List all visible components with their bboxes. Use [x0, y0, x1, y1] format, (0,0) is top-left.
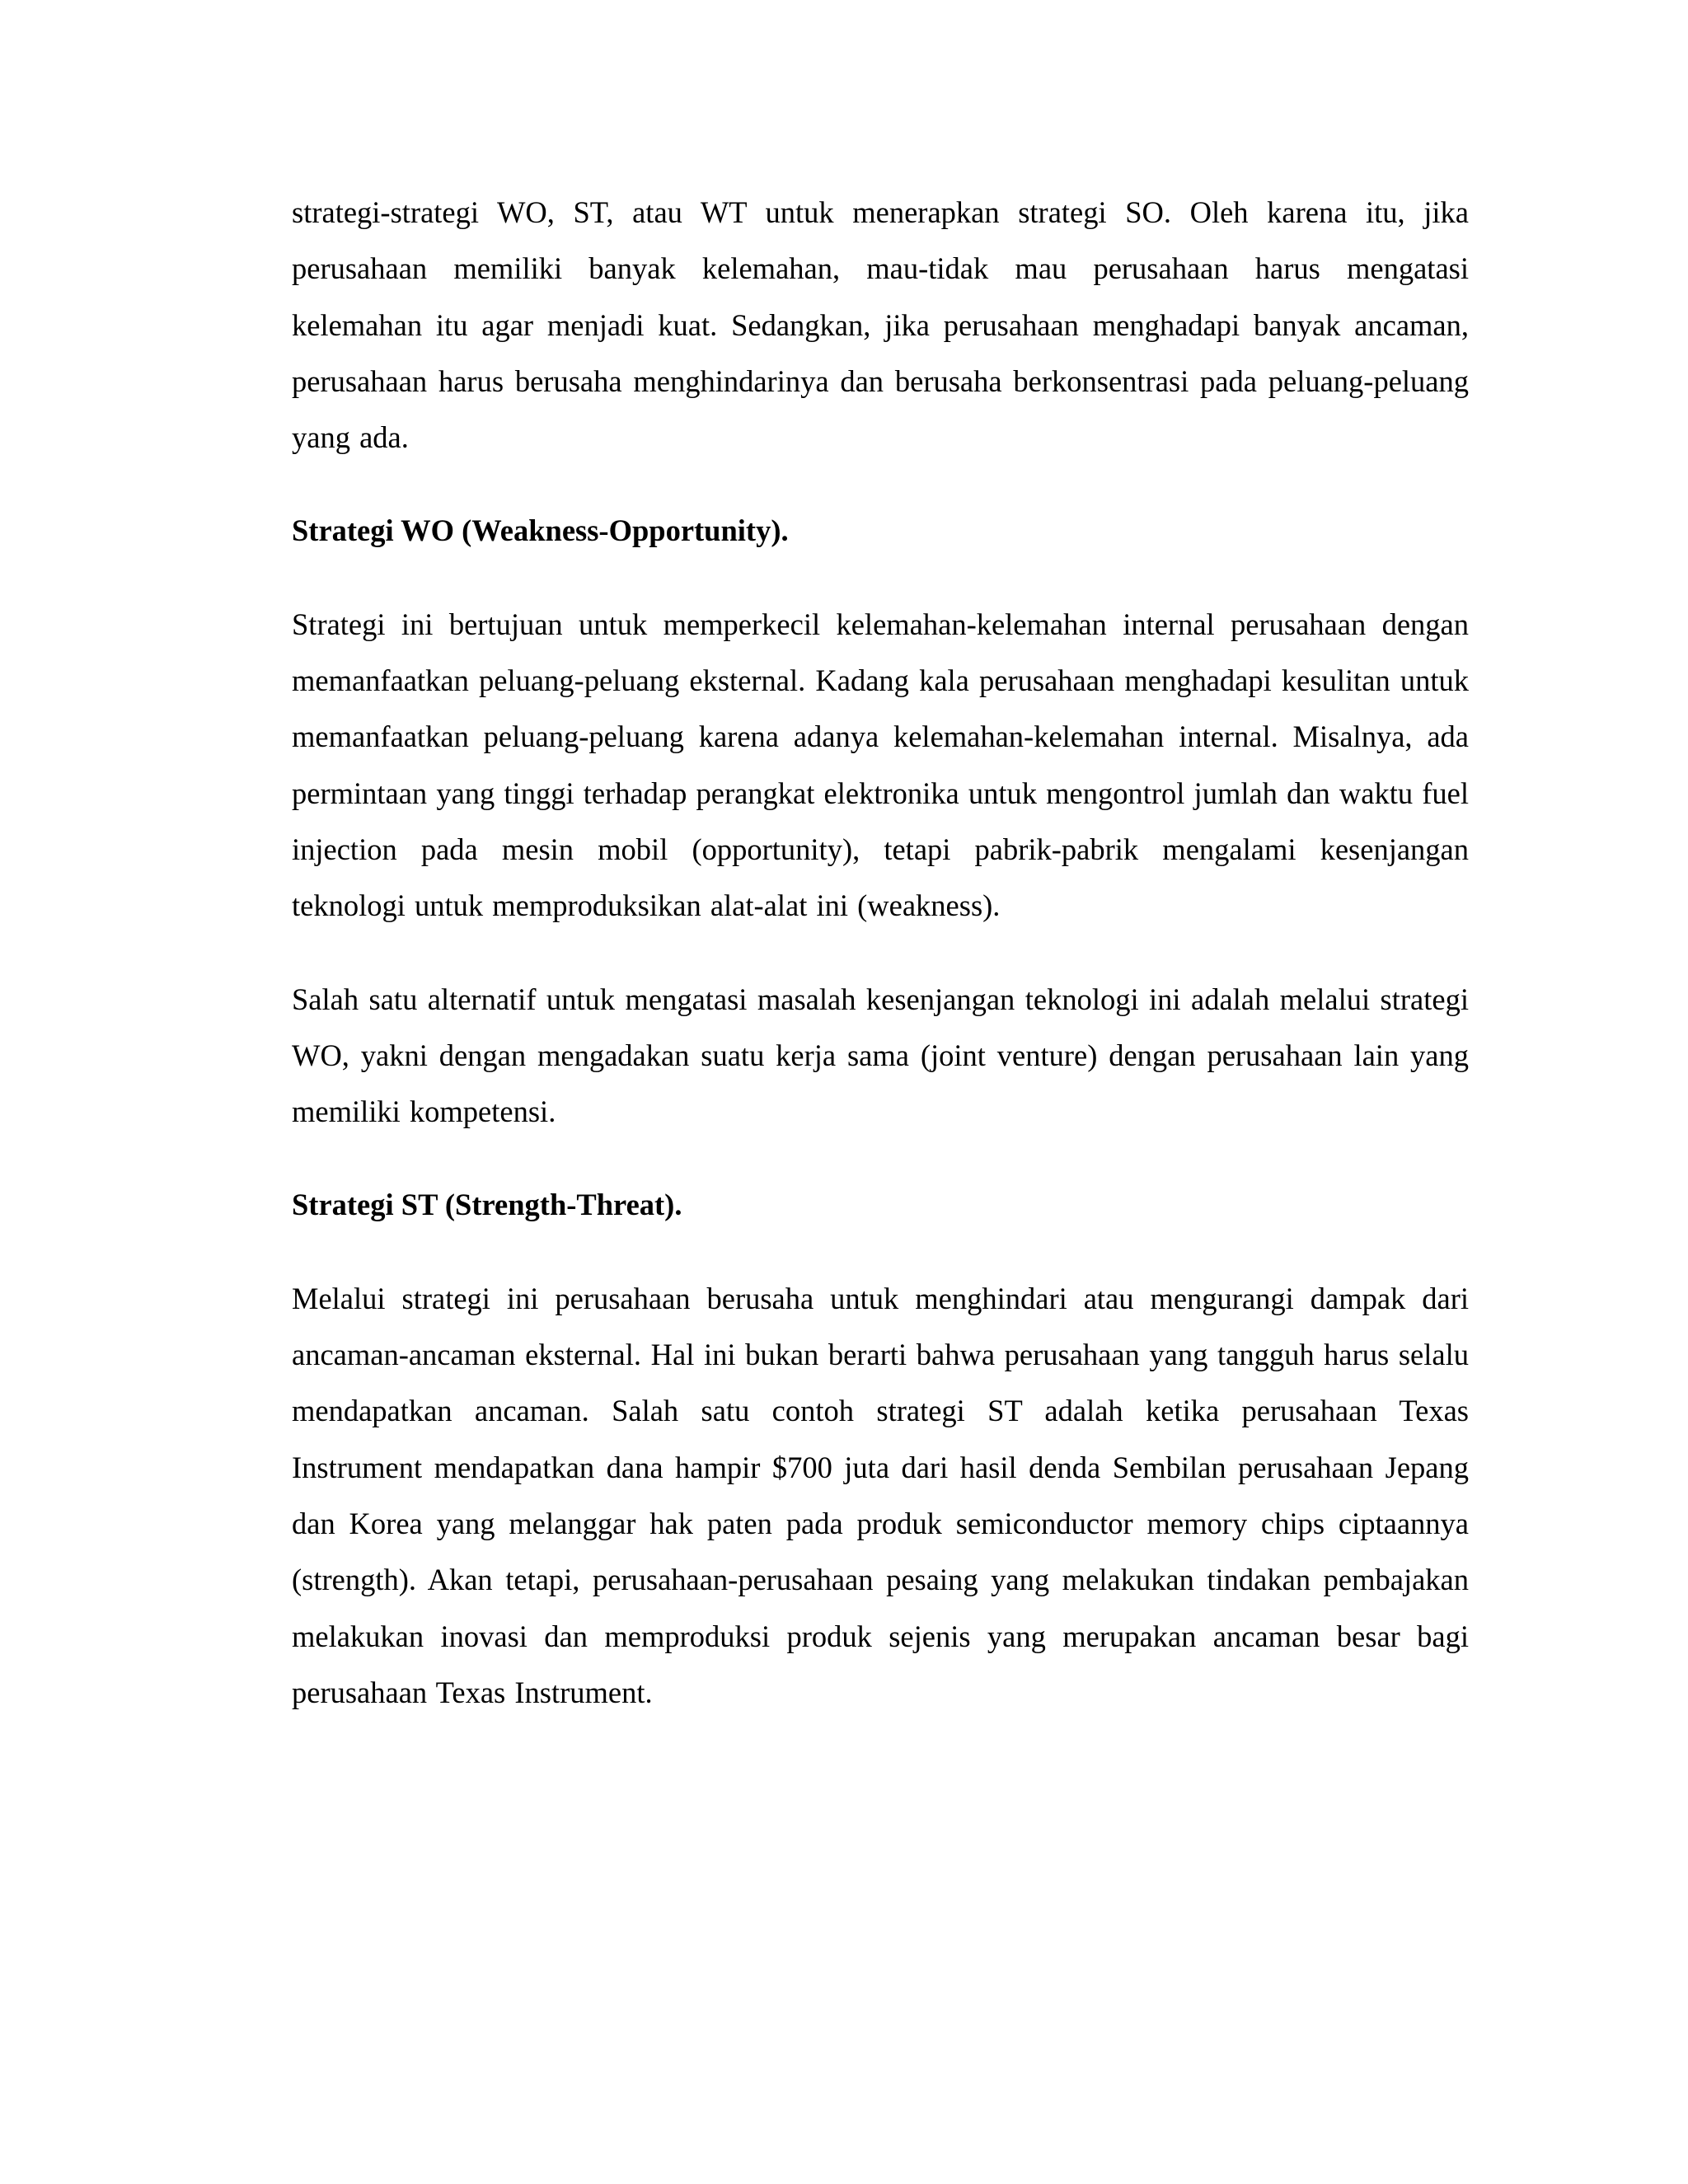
paragraph-st-description: Melalui strategi ini perusahaan berusaha untuk menghindari atau mengurangi dampak dari ancaman-ancaman eksternal. Hal ini bukan berarti bahwa perusahaan yang tangguh harus selalu mendapatkan ancaman. Salah satu contoh strategi ST adalah ketika perusahaan Texas Instrument mendapatkan dana hampir $700 juta dari hasil denda Sembilan perusahaan Jepang dan Korea yang melanggar hak paten pada produk semiconductor memory chips ciptaannya (strength). Akan tetapi, perusahaan-perusahaan pesaing yang melakukan tindakan pembajakan melakukan inovasi dan memproduksi produk sejenis yang merupakan ancaman besar bagi perusahaan Texas Instrument.	[292, 1281, 1469, 1709]
paragraph-intro: strategi-strategi WO, ST, atau WT untuk menerapkan strategi SO. Oleh karena itu, jika perusahaan memiliki banyak kelemahan, mau-tidak mau perusahaan harus mengatasi kelemahan itu agar menjadi kuat. Sedangkan, jika perusahaan menghadapi banyak ancaman, perusahaan harus berusaha menghindarinya dan berusaha berkonsentrasi pada peluang-peluang yang ada.	[292, 195, 1469, 455]
heading-strategi-st: Strategi ST (Strength-Threat).	[292, 1188, 682, 1222]
document-body	[292, 185, 1469, 1721]
paragraph-wo-description: Strategi ini bertujuan untuk memperkecil kelemahan-kelemahan internal perusahaan dengan memanfaatkan peluang-peluang eksternal. Kadang kala perusahaan menghadapi kesulitan untuk memanfaatkan peluang-peluang karena adanya kelemahan-kelemahan internal. Misalnya, ada permintaan yang tinggi terhadap perangkat elektronika untuk mengontrol jumlah dan waktu fuel injection pada mesin mobil (opportunity), tetapi pabrik-pabrik mengalami kesenjangan teknologi untuk memproduksikan alat-alat ini (weakness).	[292, 607, 1469, 923]
heading-strategi-wo: Strategi WO (Weakness-Opportunity).	[292, 513, 789, 548]
paragraph-wo-alternative: Salah satu alternatif untuk mengatasi masalah kesenjangan teknologi ini adalah melalui strategi WO, yakni dengan mengadakan suatu kerja sama (joint venture) dengan perusahaan lain yang memiliki kompetensi.	[292, 982, 1469, 1129]
